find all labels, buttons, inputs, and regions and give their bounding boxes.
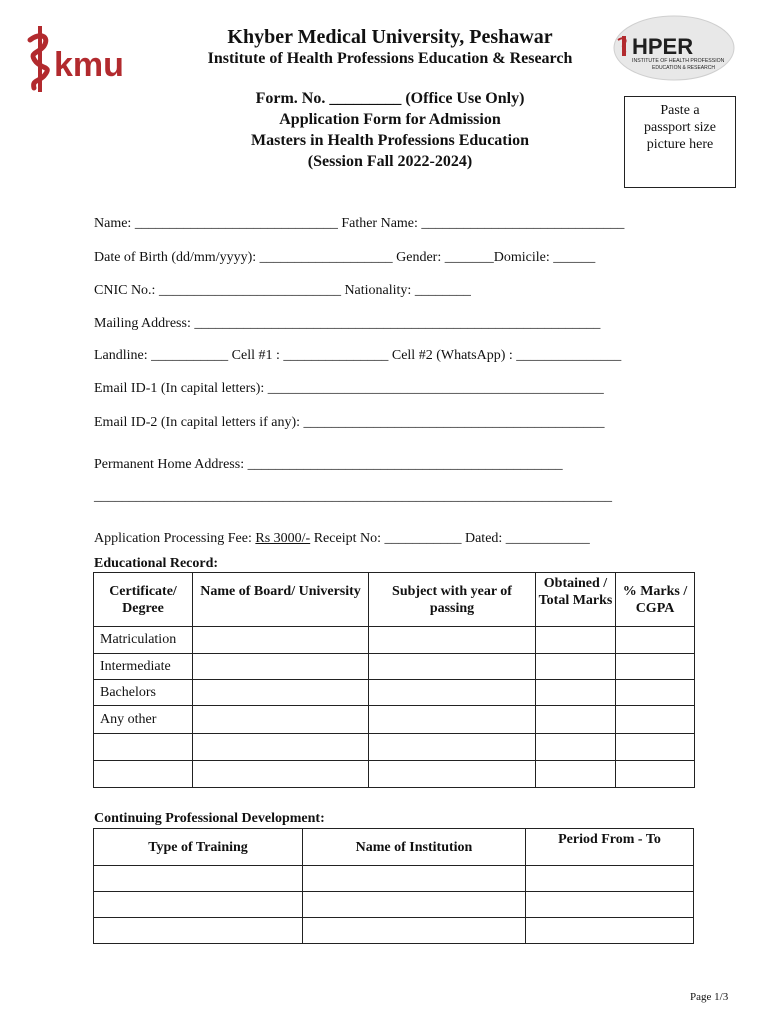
mailing-address-field[interactable]: Mailing Address: __________________________________________________________ (94, 316, 601, 331)
cpd-title: Continuing Professional Development: (94, 811, 325, 826)
table-header-row (94, 829, 694, 866)
email-2-field[interactable]: Email ID-2 (In capital letters if any): ___________________________________________ (94, 415, 605, 430)
fee-receipt-dated: Receipt No: ___________ Dated: ____________ (310, 531, 590, 546)
col-percent: % Marks / CGPA (616, 573, 695, 627)
table-cell[interactable] (616, 627, 695, 654)
permanent-address-field[interactable]: Permanent Home Address: _____________________________________________ (94, 457, 563, 472)
table-cell[interactable] (536, 680, 616, 706)
table-row (94, 706, 695, 734)
photo-line-1: Paste a (660, 103, 700, 118)
phone-numbers-field[interactable]: Landline: ___________ Cell #1 : _______________ Cell #2 (WhatsApp) : _______________ (94, 348, 622, 363)
table-cell[interactable] (526, 866, 694, 892)
table-cell[interactable] (193, 680, 369, 706)
table-cell[interactable] (536, 761, 616, 788)
table-cell[interactable] (536, 734, 616, 761)
table-cell[interactable] (303, 866, 526, 892)
table-cell[interactable] (369, 680, 536, 706)
hper-logo-text: HPER (632, 34, 694, 59)
name-field[interactable]: Name: _____________________________ Father Name: _____________________________ (94, 216, 625, 231)
table-row (94, 680, 695, 706)
table-cell[interactable] (536, 706, 616, 734)
col-institution: Name of Institution (303, 829, 526, 866)
table-cell[interactable] (369, 627, 536, 654)
form-number: Form. No. _________ (Office Use Only) (255, 90, 525, 107)
col-board: Name of Board/ University (193, 573, 369, 627)
row-label: Intermediate (94, 654, 193, 680)
col-subject: Subject with year of passing (369, 573, 536, 627)
table-cell[interactable] (94, 918, 303, 944)
photo-line-3: picture here (646, 137, 714, 152)
table-cell[interactable] (94, 866, 303, 892)
table-cell[interactable] (369, 734, 536, 761)
table-cell[interactable] (94, 892, 303, 918)
table-cell[interactable] (526, 918, 694, 944)
table-cell[interactable] (526, 892, 694, 918)
fee-line[interactable] (94, 531, 590, 547)
program-title: Masters in Health Professions Education (251, 132, 529, 149)
table-row (94, 761, 695, 788)
educational-record-table (93, 572, 695, 788)
row-label: Matriculation (94, 627, 193, 654)
table-row (94, 918, 694, 944)
session-title: (Session Fall 2022-2024) (307, 153, 473, 170)
form-heading (190, 88, 590, 172)
table-cell[interactable] (193, 761, 369, 788)
photo-box[interactable] (624, 96, 736, 188)
email-1-field[interactable]: Email ID-1 (In capital letters): ________________________________________________ (94, 381, 604, 396)
row-label (94, 761, 193, 788)
table-cell[interactable] (616, 761, 695, 788)
table-row (94, 892, 694, 918)
row-label (94, 734, 193, 761)
table-cell[interactable] (536, 654, 616, 680)
table-cell[interactable] (193, 734, 369, 761)
table-cell[interactable] (193, 706, 369, 734)
page-number: Page 1/3 (690, 991, 729, 1003)
kmu-logo (26, 22, 130, 96)
table-cell[interactable] (369, 654, 536, 680)
col-certificate: Certificate/ Degree (94, 573, 193, 627)
hper-logo-sub1: INSTITUTE OF HEALTH PROFESSION (632, 58, 725, 64)
col-training-type: Type of Training (94, 829, 303, 866)
cnic-nationality-field[interactable]: CNIC No.: __________________________ Nationality: ________ (94, 283, 471, 298)
university-title: Khyber Medical University, Peshawar (227, 26, 553, 48)
cpd-table (93, 828, 694, 944)
table-row (94, 734, 695, 761)
row-label: Bachelors (94, 680, 193, 706)
dob-gender-domicile-field[interactable]: Date of Birth (dd/mm/yyyy): ___________________ Gender: _______Domicile: ______ (94, 250, 596, 265)
kmu-logo-text: kmu (54, 46, 124, 84)
col-period: Period From - To (526, 829, 694, 866)
col-obtained: Obtained / Total Marks (536, 573, 616, 627)
fee-amount: Rs 3000/- (255, 531, 311, 546)
hper-logo-sub2: EDUCATION & RESEARCH (652, 65, 715, 71)
application-title: Application Form for Admission (279, 111, 501, 128)
table-cell[interactable] (303, 918, 526, 944)
table-cell[interactable] (536, 627, 616, 654)
fee-label: Application Processing Fee: (94, 531, 256, 546)
table-row (94, 866, 694, 892)
table-cell[interactable] (616, 706, 695, 734)
table-cell[interactable] (303, 892, 526, 918)
table-cell[interactable] (616, 654, 695, 680)
row-label: Any other (94, 706, 193, 734)
table-row (94, 627, 695, 654)
table-cell[interactable] (616, 680, 695, 706)
table-header-row (94, 573, 695, 627)
table-row (94, 654, 695, 680)
permanent-address-continued[interactable]: __________________________________________________________________________ (94, 489, 612, 504)
educational-record-title: Educational Record: (94, 556, 219, 571)
table-cell[interactable] (369, 761, 536, 788)
institute-title: Institute of Health Professions Education & Research (207, 50, 573, 67)
table-cell[interactable] (193, 654, 369, 680)
photo-line-2: passport size (644, 120, 716, 135)
table-cell[interactable] (369, 706, 536, 734)
table-cell[interactable] (193, 627, 369, 654)
table-cell[interactable] (616, 734, 695, 761)
